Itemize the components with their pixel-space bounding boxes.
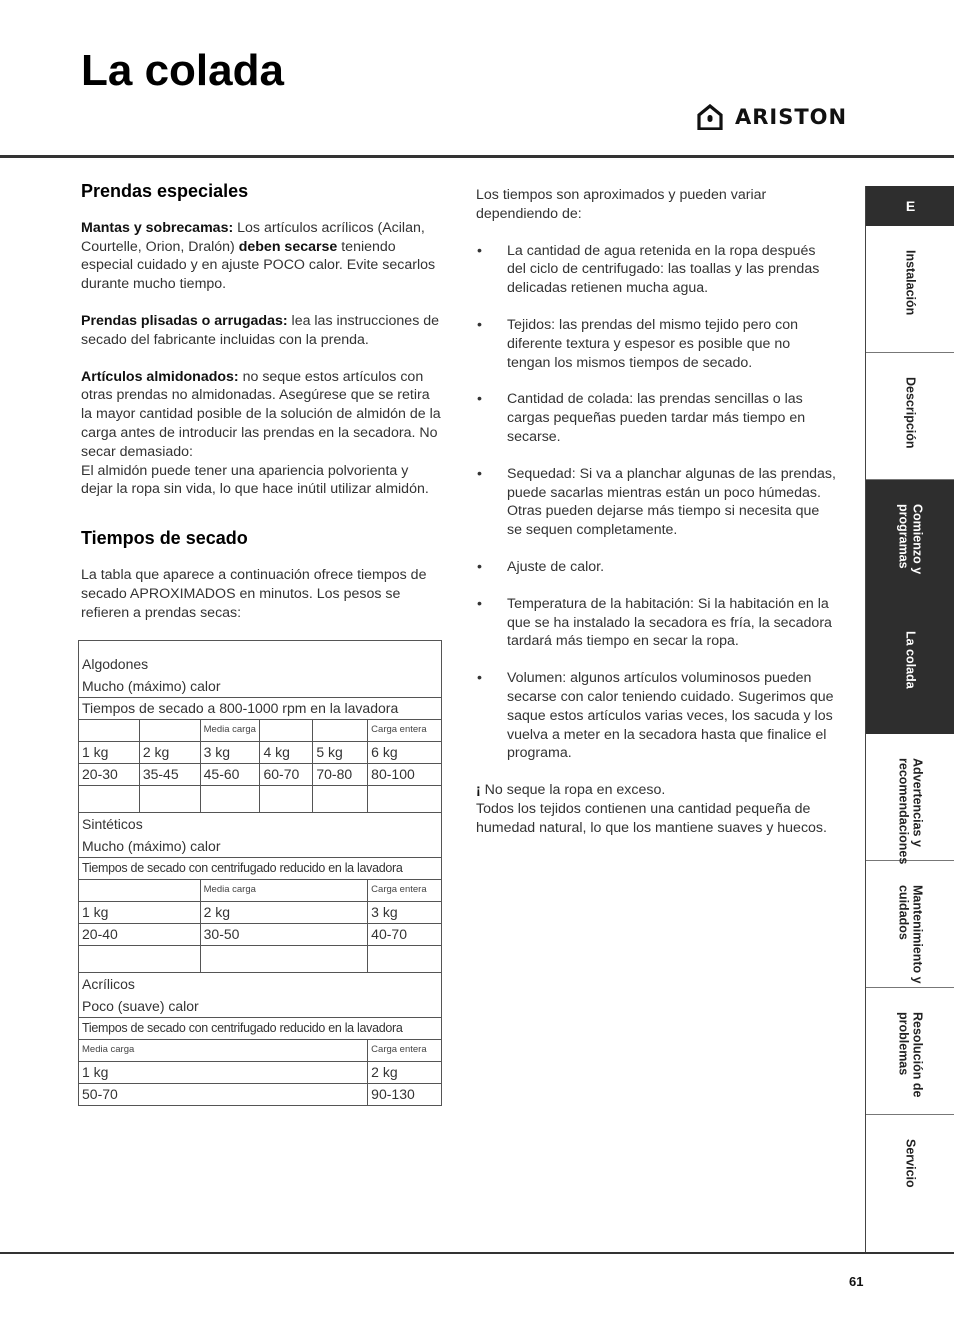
load-label: Carga entera: [368, 1040, 442, 1062]
spin-note: Tiempos de secado con centrifugado reducido en la lavadora: [79, 1018, 442, 1040]
table-row: [79, 698, 442, 720]
fabric-header-algodones: Algodones Mucho (máximo) calor: [79, 641, 442, 698]
ariston-house-icon: [697, 104, 723, 130]
brand-logo: [697, 104, 847, 130]
table-row: [79, 880, 442, 902]
table-cell: 35-45: [139, 764, 200, 786]
table-row: [79, 902, 442, 924]
fabric-header-sinteticos: Sintéticos Mucho (máximo) calor: [79, 813, 442, 858]
table-row: [79, 1040, 442, 1062]
table-cell: 4 kg: [260, 742, 313, 764]
table-cell: 3 kg: [368, 902, 442, 924]
paragraph-warning: ¡ No seque la ropa en exceso. Todos los tejidos contienen una cantidad pequeña de humedad natural, lo que los mantiene suaves y huecos.: [476, 782, 827, 836]
left-column: [81, 182, 443, 1106]
sidebar-item-instalacion[interactable]: Instalación: [866, 226, 954, 353]
load-label: Media carga: [200, 880, 368, 902]
paragraph-tabla-intro: La tabla que aparece a continuación ofrece tiempos de secado APROXIMADOS en minutos. Los pesos se refieren a prendas secas:: [81, 566, 427, 621]
sidebar-item-mantenimiento[interactable]: Mantenimiento y cuidados: [866, 861, 954, 988]
list-item: • Temperatura de la habitación: Si la habitación en la que se ha instalado la secadora es fría, la secadora tardará más tiempo en secar la ropa.: [476, 595, 836, 651]
section-sidebar: [865, 186, 954, 1252]
table-cell: 20-40: [79, 924, 201, 946]
table-cell: 2 kg: [368, 1062, 442, 1084]
sidebar-item-resolucion[interactable]: Resolución de problemas: [866, 988, 954, 1115]
table-cell: 50-70: [79, 1084, 368, 1106]
language-tab[interactable]: E: [866, 186, 954, 226]
table-cell: 30-50: [200, 924, 368, 946]
table-row: [79, 641, 442, 698]
table-cell: 60-70: [260, 764, 313, 786]
spin-note: Tiempos de secado a 800-1000 rpm en la lavadora: [79, 698, 442, 720]
factors-list: [476, 242, 836, 764]
table-row: [79, 720, 442, 742]
list-item: • La cantidad de agua retenida en la ropa después del ciclo de centrifugado: las toallas y las prendas delicadas retienen mucha agua.: [476, 242, 836, 298]
table-cell: 40-70: [368, 924, 442, 946]
table-row: [79, 1062, 442, 1084]
table-cell: 2 kg: [139, 742, 200, 764]
page-number: 61: [849, 1274, 864, 1289]
sidebar-item-descripcion[interactable]: Descripción: [866, 353, 954, 480]
list-item: • Sequedad: Si va a planchar algunas de las prendas, puede sacarlas mientras están un poco húmedas. Otras pueden dejarse más tiempo si necesita que se sequen completamente.: [476, 465, 836, 540]
table-row: [79, 813, 442, 858]
sidebar-item-servicio[interactable]: Servicio: [903, 1139, 918, 1188]
page-title: La colada: [81, 46, 284, 95]
list-item: • Cantidad de colada: las prendas sencillas o las cargas pequeñas pueden tardar más tiempo en secarse.: [476, 390, 836, 446]
table-cell: 20-30: [79, 764, 140, 786]
load-label: Carga entera: [368, 720, 442, 742]
load-label: Carga entera: [368, 880, 442, 902]
footer-rule: [0, 1252, 954, 1254]
paragraph-plisadas: Prendas plisadas o arrugadas: lea las instrucciones de secado del fabricante incluidas con la prenda.: [81, 312, 440, 348]
sidebar-item-advertencias[interactable]: Advertencias y recomendaciones: [866, 734, 954, 861]
spin-note: Tiempos de secado con centrifugado reducido en la lavadora: [79, 858, 442, 880]
table-cell: 5 kg: [313, 742, 368, 764]
drying-times-table: [78, 640, 442, 1106]
sidebar-item-la-colada[interactable]: La colada: [866, 607, 954, 734]
paragraph-intro: Los tiempos son aproximados y pueden variar dependiendo de:: [476, 187, 767, 222]
table-row: [79, 858, 442, 880]
table-row: [79, 1084, 442, 1106]
paragraph-almidonados: Artículos almidonados: no seque estos artículos con otras prendas no almidonadas. Asegúrese que se retira la mayor cantidad posible de la solución de almidón de la carga antes de introducir las prendas en la secadora. No secar demasiado: El almidón puede tener una apariencia polvorienta y dejar la ropa sin vida, lo que hace inútil utilizar almidón.: [81, 368, 441, 498]
warning-mark: ¡: [476, 782, 481, 799]
table-cell: 90-130: [368, 1084, 442, 1106]
table-row: [79, 764, 442, 786]
section-title-prendas-especiales: Prendas especiales: [81, 181, 249, 201]
load-label: Media carga: [200, 720, 260, 742]
list-item: • Tejidos: las prendas del mismo tejido pero con diferente textura y espesor es posible que no tengan los mismos tiempos de secado.: [476, 316, 836, 372]
brand-name: ARISTON: [735, 105, 848, 129]
sidebar-item-comienzo[interactable]: Comienzo y programas: [866, 480, 954, 607]
table-row: [79, 973, 442, 1018]
table-cell: 80-100: [368, 764, 442, 786]
table-row: [79, 1018, 442, 1040]
table-cell: 2 kg: [200, 902, 368, 924]
table-cell: 1 kg: [79, 902, 201, 924]
load-label: Media carga: [79, 1040, 368, 1062]
fabric-header-acrilicos: Acrílicos Poco (suave) calor: [79, 973, 442, 1018]
table-cell: 70-80: [313, 764, 368, 786]
paragraph-mantas: Mantas y sobrecamas: Los artículos acrílicos (Acilan, Courtelle, Orion, Dralón) deben secarse teniendo especial cuidado y en ajuste POCO calor. Evite secarlos durante mucho tiempo.: [81, 219, 436, 293]
table-cell: 1 kg: [79, 1062, 368, 1084]
header-rule: [0, 155, 954, 158]
table-row: [79, 924, 442, 946]
right-column: [476, 186, 836, 856]
section-title-tiempos-secado: Tiempos de secado: [81, 528, 248, 549]
table-cell: 45-60: [200, 764, 260, 786]
list-item: • Volumen: algunos artículos voluminosos pueden secarse con calor teniendo cuidado. Sugerimos que saque estos artículos varias veces, los sacuda y los vuelva a meter en la secadora hasta que finalice el programa.: [476, 669, 836, 763]
table-cell: 3 kg: [200, 742, 260, 764]
table-cell: 6 kg: [368, 742, 442, 764]
table-cell: 1 kg: [79, 742, 140, 764]
table-row: [79, 742, 442, 764]
list-item: • Ajuste de calor.: [476, 558, 836, 577]
